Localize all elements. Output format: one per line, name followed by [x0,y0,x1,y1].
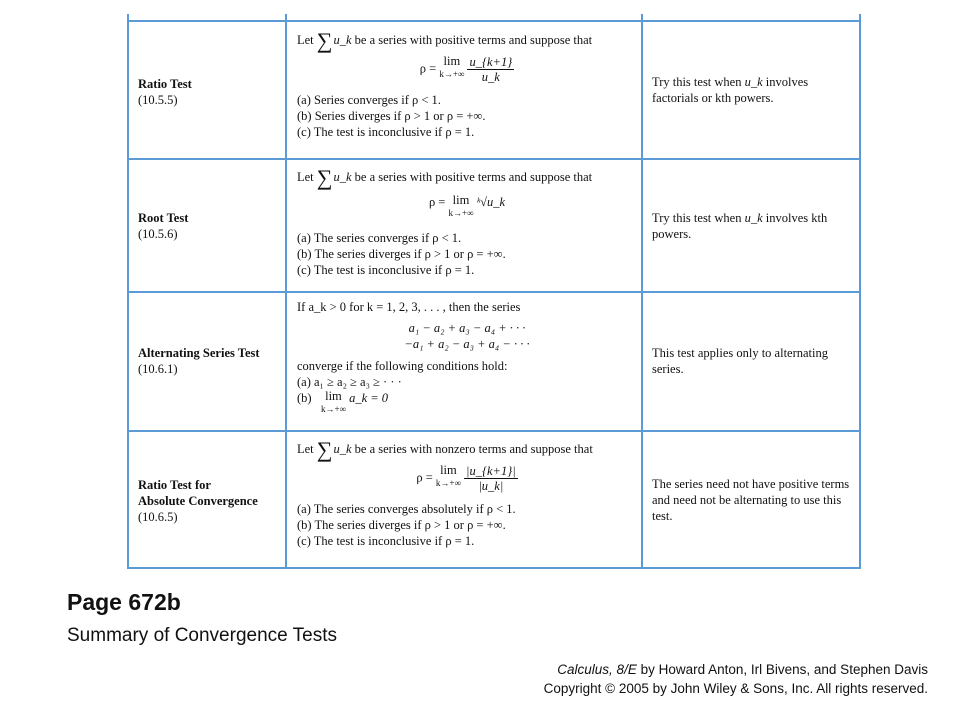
table-rule [127,158,861,160]
test-name: Ratio Test [138,77,192,91]
sigma-icon: ∑ [316,165,333,190]
table-rule [127,20,861,22]
book-credit [557,662,928,677]
let-line: Let ∑u_k be a series with nonzero terms and suppose that [297,437,593,462]
page-title: Page 672b [67,589,181,615]
test-name: Absolute Convergence [138,494,258,508]
condition-b: (b) The series diverges if ρ > 1 or ρ = +∞. [297,247,506,261]
test-name: Alternating Series Test [138,346,260,360]
let-line: Let ∑u_k be a series with positive terms and suppose that [297,28,593,53]
converge-text: converge if the following conditions hold: [297,359,508,373]
test-condition-cell [297,299,637,416]
let-line: Let ∑u_k be a series with positive terms and suppose that [297,165,593,190]
condition-a: (a) a₁ ≥ a₂ ≥ a₃ ≥ · · · [297,375,402,389]
test-name-cell [138,477,283,525]
condition-b: (b) The series diverges if ρ > 1 or ρ = +∞. [297,518,506,532]
test-note-cell: This test applies only to alternating series. [652,346,829,376]
rho-formula: ρ = lim k→+∞ ᵏ√u_k [428,193,506,218]
condition-b: (b) lim k→+∞ a_k = 0 [297,389,389,414]
test-condition-cell [297,437,637,549]
limit-operator: lim k→+∞ [448,193,474,218]
sigma-icon: ∑ [316,28,333,53]
condition-a: (a) The series converges absolutely if ρ < 1. [297,502,516,516]
sigma-icon: ∑ [316,437,333,462]
condition-a: (a) Series converges if ρ < 1. [297,93,441,107]
limit-operator: lim k→+∞ [439,54,465,79]
condition-c: (c) The test is inconclusive if ρ = 1. [297,263,475,277]
test-reference: (10.5.6) [138,227,178,241]
condition-c: (c) The test is inconclusive if ρ = 1. [297,125,475,139]
limit-operator: lim k→+∞ [320,389,346,414]
test-note-cell: The series need not have positive terms and need not be alternating to use this test. [652,477,850,523]
test-reference: (10.6.5) [138,510,178,524]
table-rule [127,430,861,432]
test-name-cell [138,345,283,377]
kth-root: ᵏ√u_k [476,195,506,209]
condition-c: (c) The test is inconclusive if ρ = 1. [297,534,475,548]
copyright-notice: Copyright © 2005 by John Wiley & Sons, Inc. All rights reserved. [543,681,928,696]
intro-line: If a_k > 0 for k = 1, 2, 3, . . . , then the series [297,300,521,314]
convergence-tests-table [127,14,861,569]
series-1: a₁ − a₂ + a₃ − a₄ + · · · [408,321,526,335]
series-2: −a₁ + a₂ − a₃ + a₄ − · · · [404,337,530,351]
book-title: Calculus, 8/E [557,662,637,677]
fraction: $\frac{|u\_\{k+1\}|}{|u\_k|}$ [466,464,516,493]
page-subtitle: Summary of Convergence Tests [67,625,337,646]
test-condition-cell [297,28,637,140]
condition-b: (b) Series diverges if ρ > 1 or ρ = +∞. [297,109,486,123]
test-reference: (10.6.1) [138,362,178,376]
test-name-cell [138,210,283,242]
test-name: Root Test [138,211,189,225]
rho-formula: ρ = lim k→+∞ $\frac{u\_\{k+1\}}{u\_k}$ [419,54,513,84]
test-note-cell: Try this test when u_k involves kth powers. [652,211,828,241]
test-name-cell [138,76,283,108]
fraction: $\frac{u\_\{k+1\}}{u\_k}$ [469,55,513,84]
table-rule [127,567,861,569]
table-rule [127,291,861,293]
limit-operator: lim k→+∞ [435,463,461,488]
test-note-cell: Try this test when u_k involves factorials or kth powers. [652,75,809,105]
test-name: Ratio Test for [138,478,211,492]
test-reference: (10.5.5) [138,93,178,107]
test-condition-cell [297,165,637,278]
condition-a: (a) The series converges if ρ < 1. [297,231,462,245]
rho-formula: ρ = lim k→+∞ $\frac{|u\_\{k+1\}|}{|u\_k|}$ [416,463,516,493]
book-authors: by Howard Anton, Irl Bivens, and Stephen Davis [636,662,928,677]
